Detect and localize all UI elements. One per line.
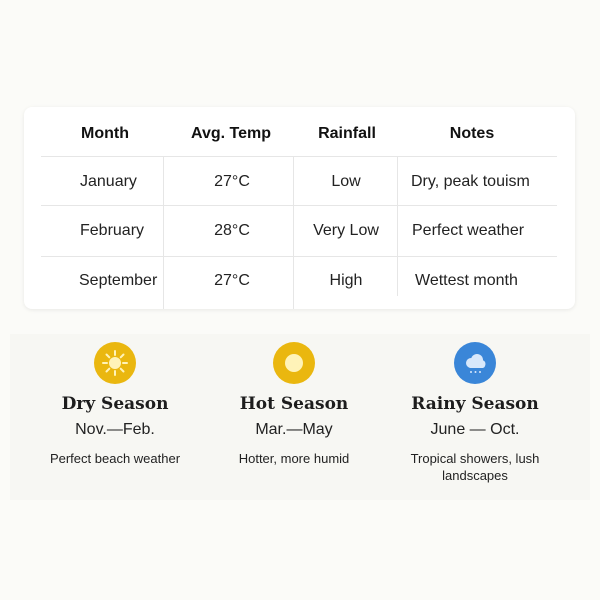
cell-notes: Dry, peak touism bbox=[411, 173, 530, 190]
cell-temp: 27°C bbox=[214, 173, 250, 190]
season-card-hot bbox=[204, 342, 384, 467]
cell-month: January bbox=[80, 173, 137, 190]
climate-table bbox=[24, 107, 575, 309]
row-divider bbox=[41, 256, 557, 257]
cell-rainfall: Low bbox=[331, 173, 361, 190]
cell-rainfall: High bbox=[329, 272, 363, 289]
row-divider bbox=[41, 205, 557, 206]
season-title: Rainy Season bbox=[411, 394, 539, 414]
header-avg-temp: Avg. Temp bbox=[190, 125, 272, 142]
row-divider bbox=[41, 156, 557, 157]
header-rainfall: Rainfall bbox=[318, 125, 376, 142]
cell-temp: 28°C bbox=[214, 222, 250, 239]
hot-sun-icon bbox=[273, 342, 315, 384]
column-divider bbox=[163, 156, 164, 309]
cell-notes: Perfect weather bbox=[412, 222, 525, 239]
season-dates: June — Oct. bbox=[430, 421, 520, 438]
season-description: Perfect beach weather bbox=[49, 451, 181, 466]
season-description: Hotter, more humid bbox=[238, 451, 350, 466]
season-card-dry bbox=[25, 342, 205, 467]
rain-cloud-icon bbox=[454, 342, 496, 384]
cell-rainfall: Very Low bbox=[313, 222, 379, 239]
cell-month: February bbox=[80, 222, 145, 239]
season-card-rainy bbox=[385, 342, 565, 484]
season-title: Hot Season bbox=[239, 394, 349, 414]
header-month: Month bbox=[81, 125, 129, 142]
sun-icon bbox=[94, 342, 136, 384]
season-title: Dry Season bbox=[61, 394, 169, 414]
column-divider bbox=[397, 156, 398, 296]
seasons-section bbox=[10, 334, 590, 500]
cell-notes: Wettest month bbox=[415, 272, 518, 289]
cell-month: September bbox=[79, 272, 158, 289]
header-notes: Notes bbox=[449, 125, 495, 142]
column-divider bbox=[293, 156, 294, 309]
season-dates: Mar.—May bbox=[255, 421, 333, 438]
season-dates: Nov.—Feb. bbox=[75, 421, 155, 438]
season-description: Tropical showers, lush landscapes bbox=[410, 451, 540, 483]
cell-temp: 27°C bbox=[214, 272, 250, 289]
